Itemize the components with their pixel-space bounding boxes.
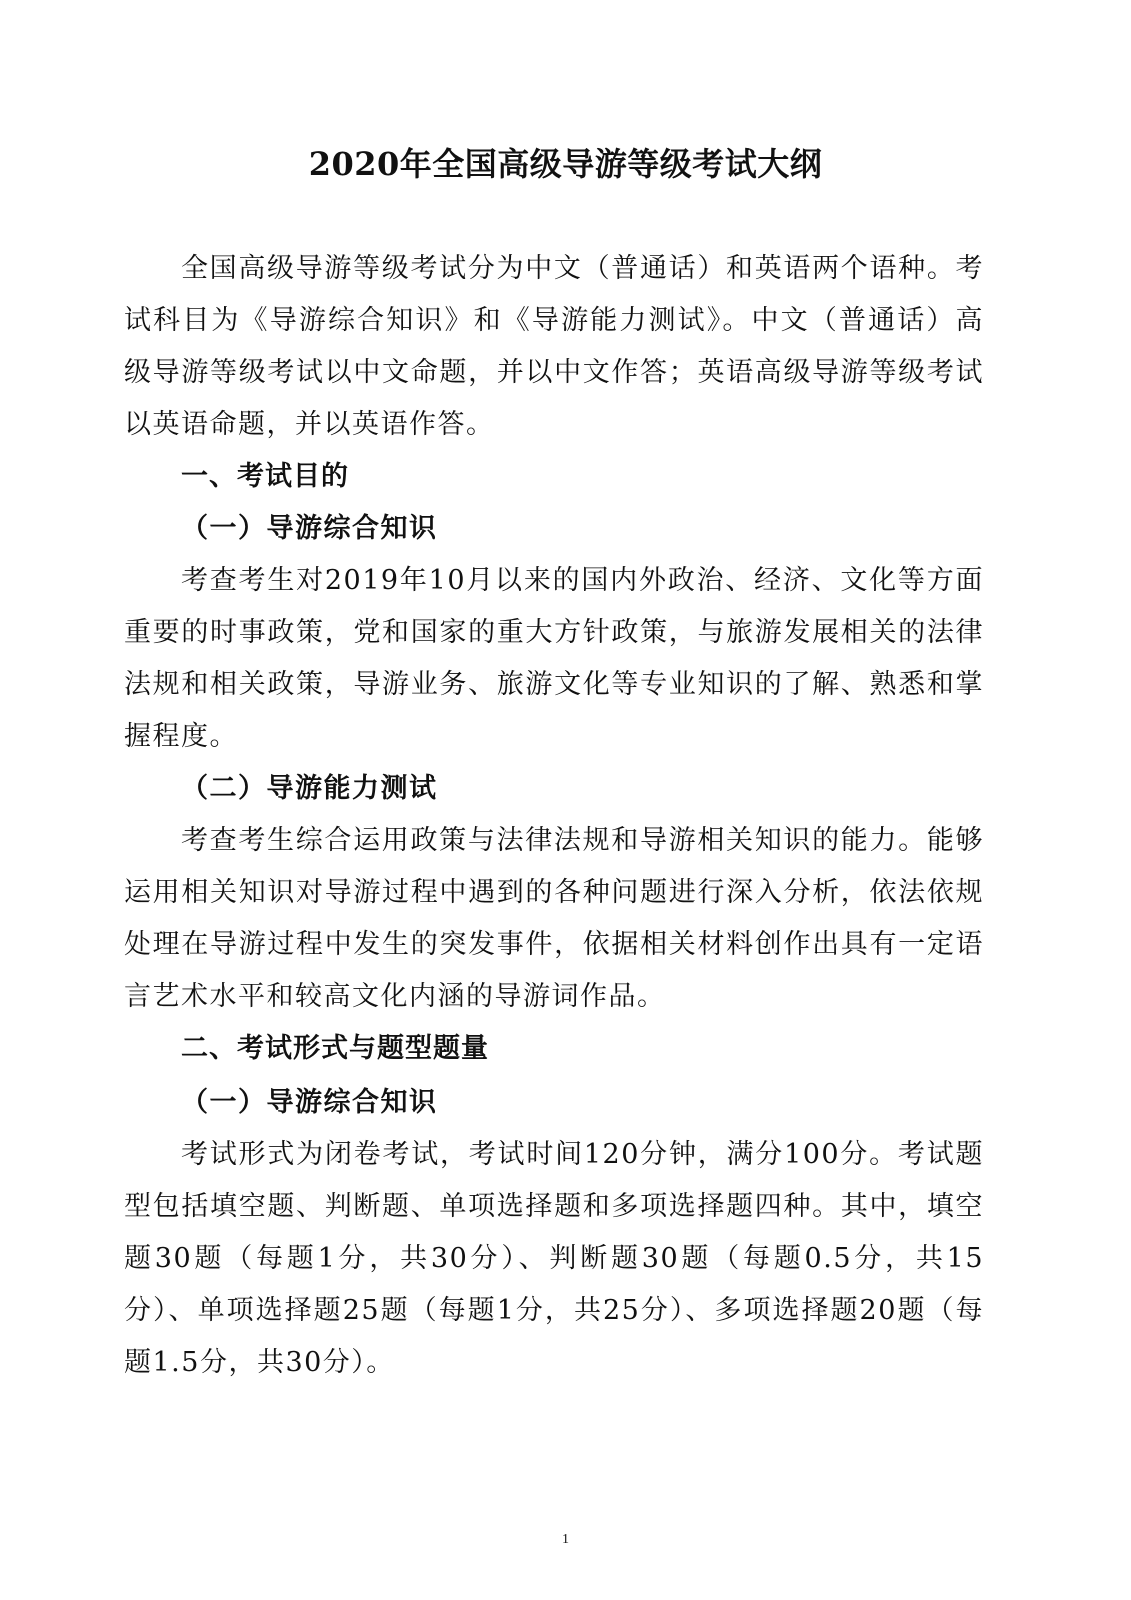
ability-purpose-paragraph: 考查考生综合运用政策与法律法规和导游相关知识的能力。能够运用相关知识对导游过程中遇到的各种问题进行深入分析，依法依规处理在导游过程中发生的突发事件，依据相关材料创作出具有一定语言艺术水平和较高文化内涵的导游词作品。 [124, 825, 984, 1012]
section-heading-purpose: 一、考试目的 [181, 461, 349, 492]
knowledge-format-paragraph: 考试形式为闭卷考试，考试时间120分钟，满分100分。考试题型包括填空题、判断题、单项选择题和多项选择题四种。其中，填空题30题（每题1分，共30分）、判断题30题（每题0.5分，共15分）、单项选择题25题（每题1分，共25分）、多项选择题20题（每题1.5分，共30分）。 [124, 1139, 984, 1378]
knowledge-purpose-paragraph: 考查考生对2019年10月以来的国内外政治、经济、文化等方面重要的时事政策，党和国家的重大方针政策，与旅游发展相关的法律法规和相关政策，导游业务、旅游文化等专业知识的了解、熟悉和掌握程度。 [124, 565, 984, 752]
subsection-heading-ability: （二）导游能力测试 [181, 773, 438, 804]
intro-paragraph: 全国高级导游等级考试分为中文（普通话）和英语两个语种。考试科目为《导游综合知识》和《导游能力测试》。中文（普通话）高级导游等级考试以中文命题，并以中文作答；英语高级导游等级考试以英语命题，并以英语作答。 [124, 253, 984, 440]
subsection-heading-knowledge: （一）导游综合知识 [181, 513, 438, 544]
page-number: 1 [562, 1532, 569, 1547]
subsection-heading-knowledge-format: （一）导游综合知识 [181, 1087, 438, 1118]
section-heading-format: 二、考试形式与题型题量 [181, 1033, 489, 1064]
document-title: 2020年全国高级导游等级考试大纲 [308, 145, 823, 183]
